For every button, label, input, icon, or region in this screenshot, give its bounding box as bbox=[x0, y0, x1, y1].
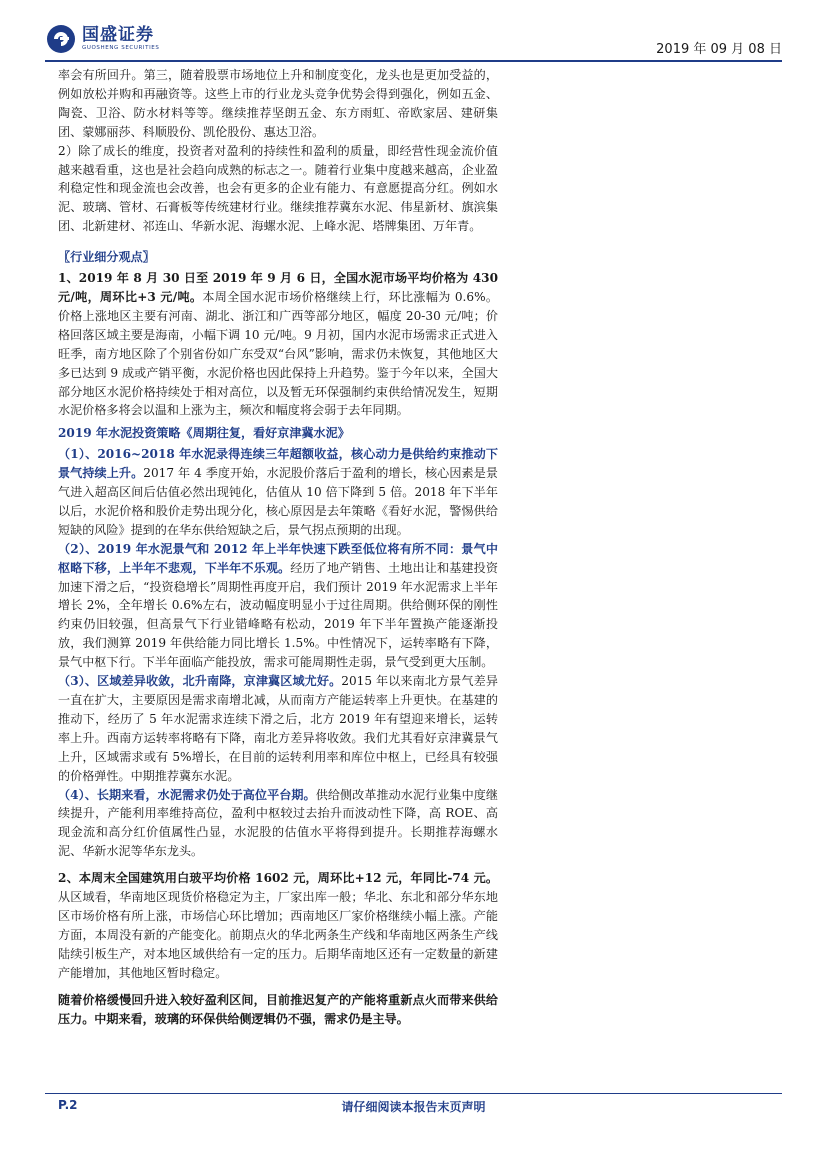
header-divider bbox=[45, 60, 782, 62]
cement-price-detail: 本周全国水泥市场价格继续上行，环比涨幅为 0.6%。价格上涨地区主要有河南、湖北、浙江和广西等部分地区，幅度 20-30 元/吨；价格回落区域主要是海南，小幅下调 10 元/吨。9 月初，国内水泥市场需求正式进入旺季，南方地区除了个别省份如广东受双“台风”影响，需求仍未恢复，其他地区大多已达到 9 成或产销平衡，水泥价格也因此保持上升趋势。鉴于今年以来，全国大部分地区水泥价格持续处于相对高位，以及暂无环保强制约束供给情况发生，短期水泥价格多将会以温和上涨为主，频次和幅度将会弱于去年同期。 bbox=[58, 289, 498, 418]
strategy-point-2 bbox=[58, 540, 498, 672]
section-title-industry-views: 〖行业细分观点〗 bbox=[58, 250, 155, 265]
strategy-point-1-text: 2017 年 4 季度开始，水泥股价落后于盈利的增长，核心因素是景气进入超高区间后估值必然出现钝化，估值从 10 倍下降到 5 倍。2018 年下半年以后，水泥价格和股价走势出现分化，核心原因是去年策略《看好水泥，警惕供给短缺的风险》提到的在华东供给短缺之后，景气拐点预期的出现。 bbox=[58, 466, 498, 537]
paragraph-growth-leaders: 率会有所回升。第三，随着股票市场地位上升和制度变化，龙头也是更加受益的，例如放松并购和再融资等。这些上市的行业龙头竞争优势会得到强化，例如五金、陶瓷、卫浴、防水材料等等。继续推荐坚朗五金、东方雨虹、帝欧家居、建研集团、蒙娜丽莎、科顺股份、凯伦股份、惠达卫浴。 bbox=[58, 68, 498, 139]
logo-english-name: GUOSHENG SECURITIES bbox=[82, 45, 160, 51]
strategy-point-4 bbox=[58, 786, 498, 862]
strategy-point-3 bbox=[58, 672, 498, 785]
paragraph-glass-weekly bbox=[58, 869, 498, 982]
disclaimer-note: 请仔细阅读本报告末页声明 bbox=[341, 1100, 486, 1114]
report-date: 2019 年 09 月 08 日 bbox=[656, 42, 782, 57]
paragraph-cement-weekly bbox=[58, 269, 498, 420]
strategy-point-2-text: 经历了地产销售、土地出让和基建投资加速下滑之后，“投资稳增长”周期性再度开启，我们预计 2019 年水泥需求上半年增长 2%，全年增长 0.6%左右，波动幅度明显小于过往周期。供给侧环保的刚性约束仍旧较强，但高景气下行业错峰略有松动，2019 年下半年置换产能逐渐投放，我们测算 2019 年供给能力同比增长 1.5%。中性情况下，运转率略有下降，景气中枢下行。下半年面临产能投放，需求可能周期性走弱，景气受到更大压制。 bbox=[58, 560, 498, 670]
logo-mark-icon bbox=[46, 24, 76, 54]
strategy-point-4-text: 供给侧改革推动水泥行业集中度继续提升，产能利用率维持高位，盈利中枢较过去抬升而波动性下降，高 ROE、高现金流和高分红价值属性凸显，水泥股的估值水平将得到提升。长期推荐海螺水泥、华新水泥等华东龙头。 bbox=[58, 787, 498, 859]
strategy-point-3-head: （3）、区域差异收敛，北升南降，京津冀区域尤好。 bbox=[58, 674, 342, 689]
cement-price-headline: 1、2019 年 8 月 30 日至 2019 年 9 月 6 日，全国水泥市场平均价格为 430 元/吨，周环比+3 元/吨。 bbox=[58, 271, 498, 304]
paragraph-profit-quality: 2）除了成长的维度，投资者对盈利的持续性和盈利的质量，即经营性现金流价值越来越看重，这也是社会趋向成熟的标志之一。随着行业集中度越来越高，企业盈利稳定性和现金流也会改善，也会有更多的企业有能力、有意愿提高分红。例如水泥、玻璃、管材、石膏板等传统建材行业。继续推荐冀东水泥、伟星新材、旗滨集团、北新建材、祁连山、华新水泥、海螺水泥、上峰水泥、塔牌集团、万年青。 bbox=[58, 143, 498, 234]
logo-chinese-name: 国盛证券 bbox=[82, 25, 154, 45]
strategy-point-4-head: （4）、长期来看，水泥需求仍处于高位平台期。 bbox=[58, 787, 316, 802]
glass-conclusion: 随着价格缓慢回升进入较好盈利区间，目前推迟复产的产能将重新点火而带来供给压力。中期来看，玻璃的环保供给侧逻辑仍不强，需求仍是主导。 bbox=[58, 992, 498, 1026]
glass-price-headline: 2、本周末全国建筑用白玻平均价格 1602 元，周环比+12 元，年同比-74 元。 bbox=[58, 871, 498, 886]
page-number: P.2 bbox=[58, 1098, 78, 1112]
strategy-point-1 bbox=[58, 445, 498, 540]
strategy-title: 2019 年水泥投资策略《周期往复，看好京津冀水泥》 bbox=[58, 426, 350, 441]
strategy-point-3-text: 2015 年以来南北方景气差异一直在扩大，主要原因是需求南增北减，从而南方产能运转率上升更快。在基建的推动下，经历了 5 年水泥需求连续下滑之后，北方 2019 年有望迎来增长，运转率上升。西南方运转率将略有下降，南北方差异将收敛。我们尤其看好京津冀景气上升，区域需求或有 5%增长，在目前的运转利用率和库位中枢上，已经具有较强的价格弹性。中期推荐冀东水泥。 bbox=[58, 674, 498, 783]
strategy-point-1-head: （1）、2016~2018 年水泥录得连续三年超额收益，核心动力是供给约束推动下景气持续上升。 bbox=[58, 447, 498, 481]
company-logo bbox=[46, 22, 159, 56]
report-body bbox=[58, 66, 498, 1028]
glass-price-detail: 从区域看，华南地区现货价格稳定为主，厂家出库一般；华北、东北和部分华东地区市场价格有所上涨，市场信心环比增加；西南地区厂家价格继续小幅上涨。产能方面，本周没有新的产能变化。前期点火的华北两条生产线和华南地区两条生产线陆续引板生产，对本地区域供给有一定的压力。后期华南地区还有一定数量的新建产能增加，其他地区暂时稳定。 bbox=[58, 890, 498, 980]
footer-divider bbox=[45, 1093, 782, 1094]
page-header bbox=[0, 0, 827, 62]
strategy-point-2-head: （2）、2019 年水泥景气和 2012 年上半年快速下跌至低位将有所不同：景气中枢略下移，上半年不悲观，下半年不乐观。 bbox=[58, 541, 498, 575]
